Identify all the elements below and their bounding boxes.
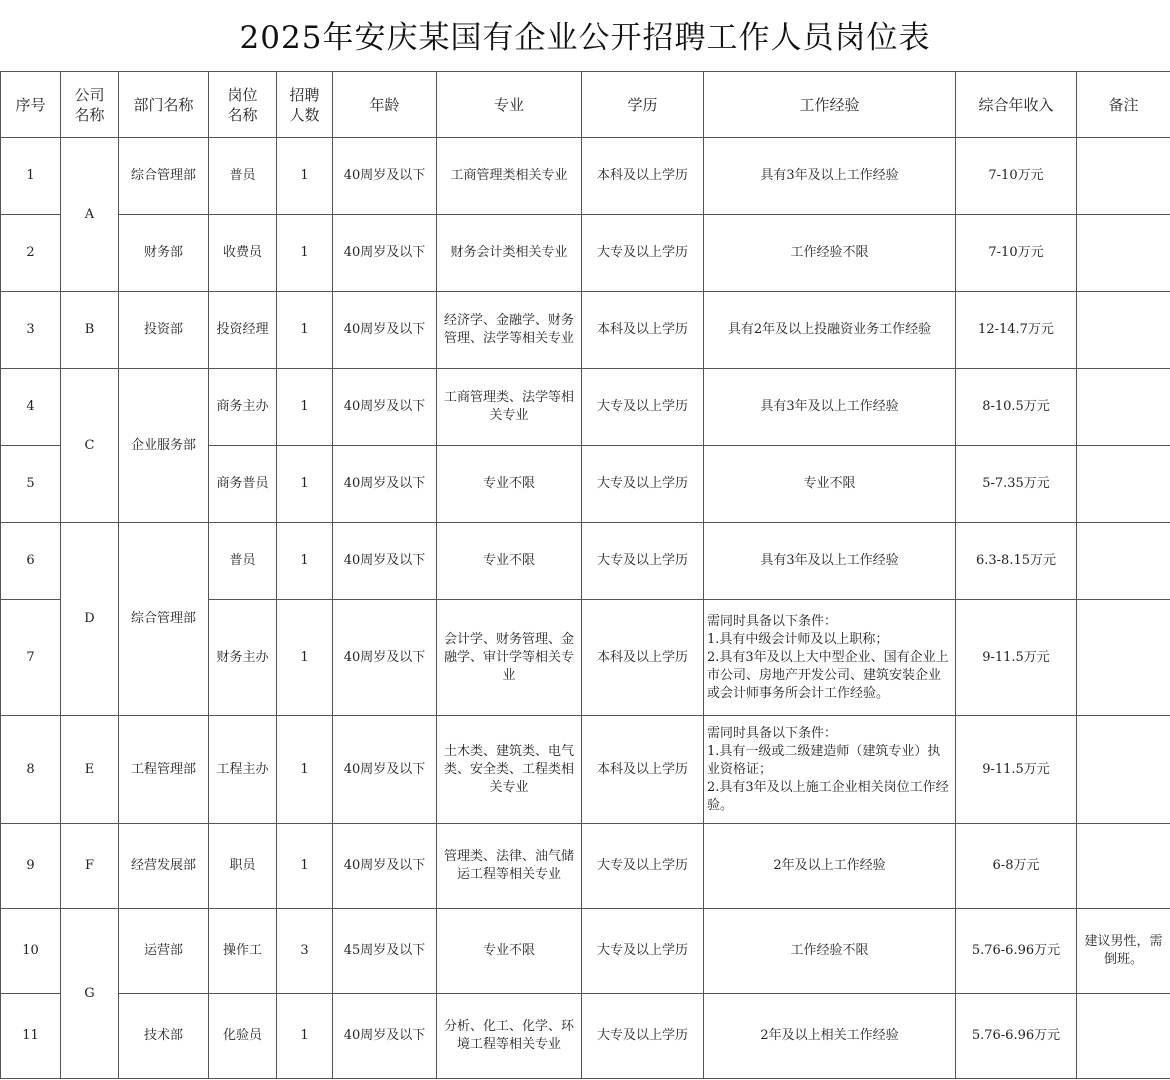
edu-cell: 本科及以上学历 [582,716,704,824]
header-exp: 工作经验 [704,72,956,138]
post-cell: 工程主办 [209,716,277,824]
count-cell: 1 [277,600,333,716]
exp-cell: 工作经验不限 [704,215,956,292]
age-cell: 40周岁及以下 [333,446,437,523]
company-cell: G [61,909,119,1079]
age-cell: 40周岁及以下 [333,600,437,716]
edu-cell: 大专及以上学历 [582,446,704,523]
seq-cell: 11 [1,994,61,1079]
header-major: 专业 [437,72,582,138]
company-cell: C [61,369,119,523]
count-cell: 1 [277,292,333,369]
table-row [1,909,1170,994]
dept-cell: 投资部 [119,292,209,369]
edu-cell: 本科及以上学历 [582,600,704,716]
table-row [1,215,1170,292]
note-cell: 建议男性，需倒班。 [1077,909,1170,994]
table-row [1,716,1170,824]
note-cell [1077,716,1170,824]
dept-cell: 财务部 [119,215,209,292]
income-cell: 6-8万元 [956,824,1077,909]
dept-cell: 综合管理部 [119,138,209,215]
seq-cell: 7 [1,600,61,716]
dept-cell: 经营发展部 [119,824,209,909]
income-cell: 7-10万元 [956,215,1077,292]
exp-cell: 需同时具备以下条件： 1.具有一级或二级建造师（建筑专业）执业资格证； 2.具有3年及以上施工企业相关岗位工作经验。 [704,716,956,824]
exp-cell: 具有3年及以上工作经验 [704,138,956,215]
exp-cell: 具有3年及以上工作经验 [704,523,956,600]
major-cell: 财务会计类相关专业 [437,215,582,292]
table-row [1,138,1170,215]
count-cell: 1 [277,523,333,600]
dept-cell: 技术部 [119,994,209,1079]
post-cell: 商务主办 [209,369,277,446]
count-cell: 1 [277,138,333,215]
major-cell: 经济学、金融学、财务管理、法学等相关专业 [437,292,582,369]
page-title: 2025年安庆某国有企业公开招聘工作人员岗位表 [239,20,931,56]
table-row [1,292,1170,369]
table-row [1,994,1170,1079]
seq-cell: 6 [1,523,61,600]
income-cell: 7-10万元 [956,138,1077,215]
age-cell: 40周岁及以下 [333,824,437,909]
major-cell: 工商管理类相关专业 [437,138,582,215]
post-cell: 收费员 [209,215,277,292]
age-cell: 40周岁及以下 [333,215,437,292]
age-cell: 40周岁及以下 [333,523,437,600]
exp-cell: 具有2年及以上投融资业务工作经验 [704,292,956,369]
exp-cell: 具有3年及以上工作经验 [704,369,956,446]
dept-cell: 企业服务部 [119,369,209,523]
header-row [1,72,1170,138]
age-cell: 40周岁及以下 [333,292,437,369]
note-cell [1077,994,1170,1079]
post-cell: 普员 [209,138,277,215]
income-cell: 9-11.5万元 [956,600,1077,716]
header-post: 岗位 名称 [209,72,277,138]
exp-cell: 2年及以上相关工作经验 [704,994,956,1079]
seq-cell: 4 [1,369,61,446]
age-cell: 40周岁及以下 [333,994,437,1079]
note-cell [1077,215,1170,292]
income-cell: 12-14.7万元 [956,292,1077,369]
exp-cell: 专业不限 [704,446,956,523]
dept-cell: 工程管理部 [119,716,209,824]
note-cell [1077,523,1170,600]
note-cell [1077,446,1170,523]
header-note: 备注 [1077,72,1170,138]
count-cell: 1 [277,824,333,909]
income-cell: 9-11.5万元 [956,716,1077,824]
header-age: 年龄 [333,72,437,138]
seq-cell: 10 [1,909,61,994]
post-cell: 投资经理 [209,292,277,369]
major-cell: 专业不限 [437,909,582,994]
age-cell: 45周岁及以下 [333,909,437,994]
company-cell: A [61,138,119,292]
income-cell: 5-7.35万元 [956,446,1077,523]
post-cell: 化验员 [209,994,277,1079]
exp-cell: 工作经验不限 [704,909,956,994]
age-cell: 40周岁及以下 [333,369,437,446]
count-cell: 1 [277,369,333,446]
edu-cell: 大专及以上学历 [582,824,704,909]
seq-cell: 8 [1,716,61,824]
seq-cell: 1 [1,138,61,215]
header-seq: 序号 [1,72,61,138]
count-cell: 1 [277,716,333,824]
post-cell: 操作工 [209,909,277,994]
dept-cell: 运营部 [119,909,209,994]
seq-cell: 9 [1,824,61,909]
company-cell: F [61,824,119,909]
major-cell: 工商管理类、法学等相关专业 [437,369,582,446]
major-cell: 土木类、建筑类、电气类、安全类、工程类相关专业 [437,716,582,824]
post-cell: 商务普员 [209,446,277,523]
company-cell: B [61,292,119,369]
income-cell: 5.76-6.96万元 [956,909,1077,994]
edu-cell: 大专及以上学历 [582,215,704,292]
company-cell: D [61,523,119,716]
major-cell: 专业不限 [437,523,582,600]
income-cell: 8-10.5万元 [956,369,1077,446]
note-cell [1077,600,1170,716]
note-cell [1077,138,1170,215]
seq-cell: 3 [1,292,61,369]
exp-cell: 需同时具备以下条件： 1.具有中级会计师及以上职称； 2.具有3年及以上大中型企业、国有企业上市公司、房地产开发公司、建筑安装企业或会计师事务所会计工作经验。 [704,600,956,716]
note-cell [1077,369,1170,446]
company-cell: E [61,716,119,824]
major-cell: 专业不限 [437,446,582,523]
edu-cell: 本科及以上学历 [582,292,704,369]
seq-cell: 2 [1,215,61,292]
major-cell: 会计学、财务管理、金融学、审计学等相关专业 [437,600,582,716]
age-cell: 40周岁及以下 [333,138,437,215]
post-cell: 财务主办 [209,600,277,716]
note-cell [1077,824,1170,909]
table-row [1,369,1170,446]
count-cell: 1 [277,994,333,1079]
edu-cell: 本科及以上学历 [582,138,704,215]
major-cell: 分析、化工、化学、环境工程等相关专业 [437,994,582,1079]
count-cell: 3 [277,909,333,994]
count-cell: 1 [277,446,333,523]
edu-cell: 大专及以上学历 [582,909,704,994]
dept-cell: 综合管理部 [119,523,209,716]
major-cell: 管理类、法律、油气储运工程等相关专业 [437,824,582,909]
age-cell: 40周岁及以下 [333,716,437,824]
count-cell: 1 [277,215,333,292]
header-edu: 学历 [582,72,704,138]
header-dept: 部门名称 [119,72,209,138]
post-cell: 职员 [209,824,277,909]
edu-cell: 大专及以上学历 [582,369,704,446]
header-income: 综合年收入 [956,72,1077,138]
header-company: 公司 名称 [61,72,119,138]
table-row [1,824,1170,909]
exp-cell: 2年及以上工作经验 [704,824,956,909]
header-count: 招聘 人数 [277,72,333,138]
edu-cell: 大专及以上学历 [582,994,704,1079]
income-cell: 6.3-8.15万元 [956,523,1077,600]
table-row [1,523,1170,600]
income-cell: 5.76-6.96万元 [956,994,1077,1079]
job-table [0,71,1170,1079]
post-cell: 普员 [209,523,277,600]
edu-cell: 大专及以上学历 [582,523,704,600]
seq-cell: 5 [1,446,61,523]
note-cell [1077,292,1170,369]
